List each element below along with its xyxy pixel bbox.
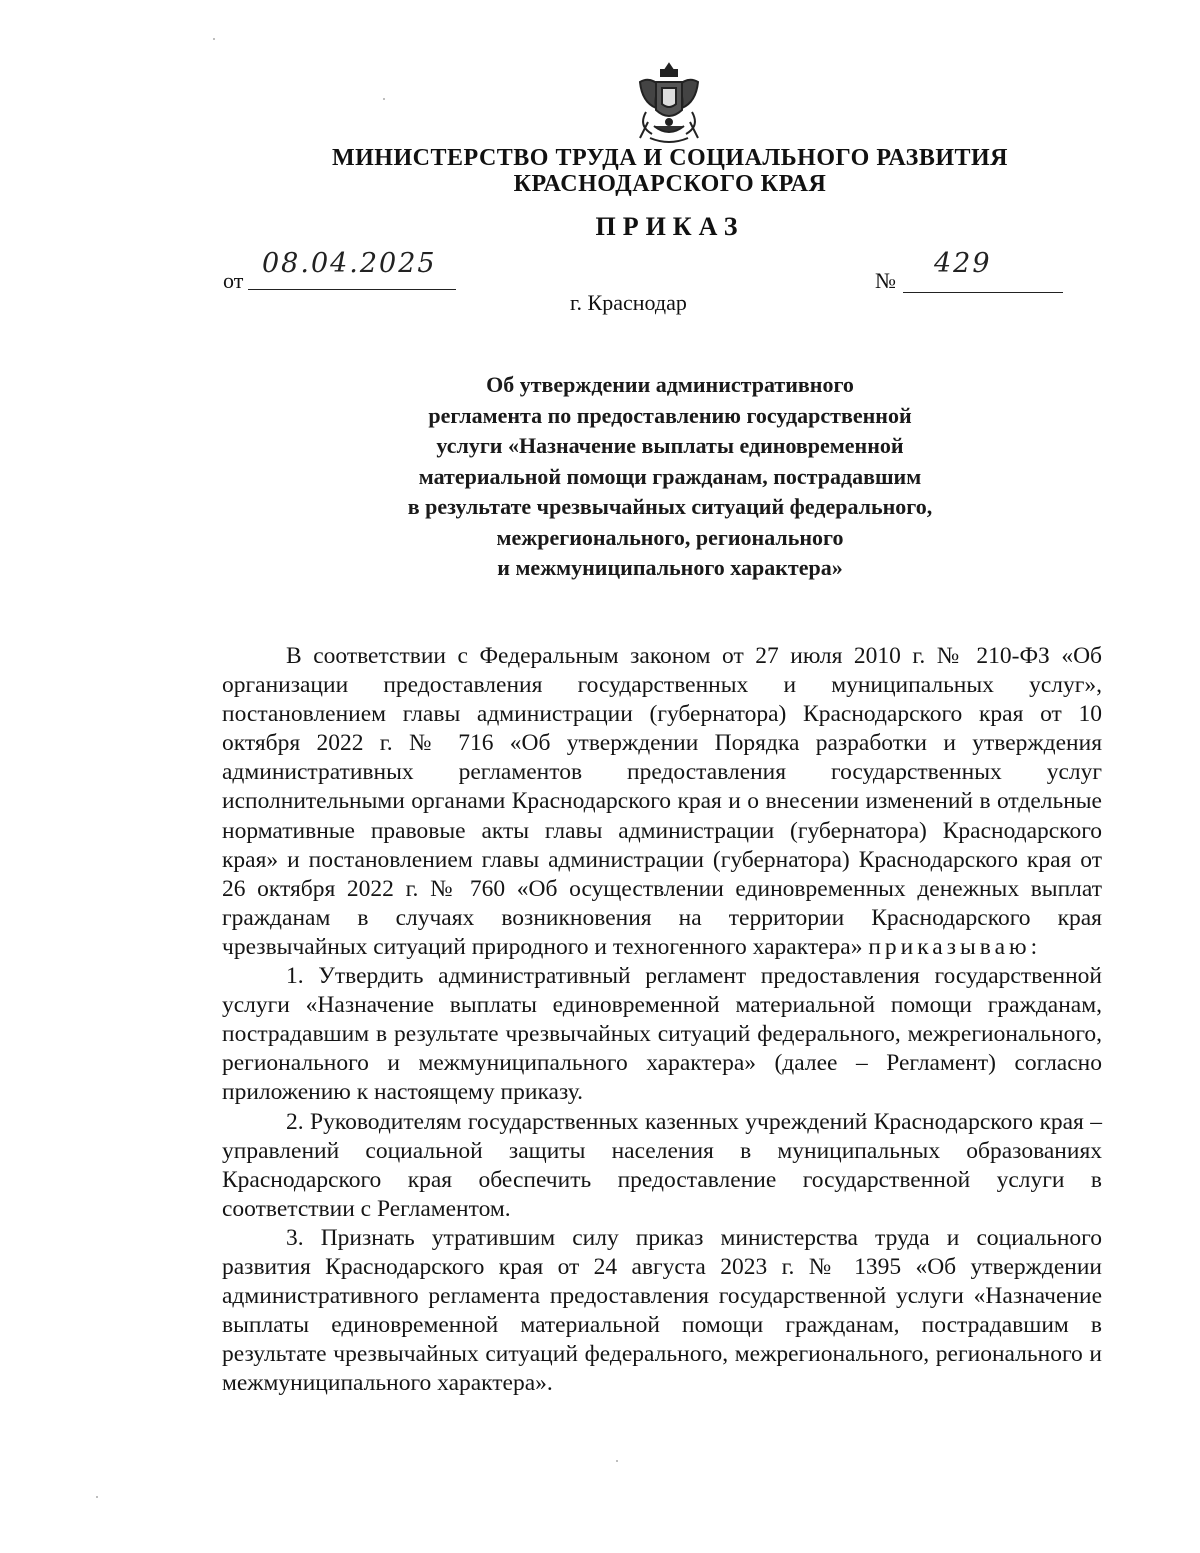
number-underline — [903, 292, 1063, 293]
order-subject — [300, 370, 1040, 584]
scan-speck — [616, 1460, 618, 1462]
date-underline — [248, 289, 456, 290]
subject-line: и межмуниципального характера» — [497, 555, 843, 580]
scan-speck — [96, 1496, 98, 1498]
coat-of-arms-icon — [628, 60, 710, 146]
subject-line: услуги «Назначение выплаты единовременной — [436, 433, 904, 458]
clause-1: 1. Утвердить административный регламент предоставления государственной услуги «Назначение выплаты единовременной материальной помощи гражданам, пострадавшим в результате чрезвычайных ситуаций федерального, межрегионального, регионального и межмуниципального характера» (далее – Регламент) согласно приложению к настоящему приказу. — [222, 963, 1102, 1106]
clause-2: 2. Руководителям государственных казенных учреждений Краснодарского края – управлений социальной защиты населения в муниципальных образованиях Краснодарского края обеспечить предоставление государственной услуги в соответствии с Регламентом. — [222, 1108, 1102, 1222]
order-date: 08.04.2025 — [262, 248, 437, 279]
order-body — [222, 642, 1102, 1398]
number-label: № — [875, 268, 896, 293]
city: г. Краснодар — [570, 290, 687, 315]
clause-3: 3. Признать утратившим силу приказ министерства труда и социального развития Краснодарского края от 24 августа 2023 г. № 1395 «Об утверждении административного регламента предоставления государственной услуги «Назначение выплаты единовременной материальной помощи гражданам, пострадавшим в результате чрезвычайных ситуаций федерального, межрегионального, регионального и межмуниципального характера». — [222, 1224, 1102, 1397]
subject-line: в результате чрезвычайных ситуаций федерального, — [407, 494, 933, 519]
subject-line: материальной помощи гражданам, пострадавшим — [418, 463, 922, 489]
order-title: ПРИКАЗ — [595, 212, 745, 241]
ministry-name-line2: КРАСНОДАРСКОГО КРАЯ — [513, 171, 827, 197]
order-number: 429 — [934, 248, 992, 279]
ministry-name-line1: МИНИСТЕРСТВО ТРУДА И СОЦИАЛЬНОГО РАЗВИТИЯ — [331, 145, 1008, 171]
subject-line: Об утверждении административного — [486, 372, 854, 397]
subject-line: регламента по предоставлению государственной — [428, 402, 912, 428]
scan-speck — [213, 38, 215, 40]
subject-line: межрегионального, регионального — [496, 524, 844, 550]
scan-speck — [383, 98, 385, 100]
date-label: от — [223, 268, 244, 293]
preamble-paragraph — [222, 642, 1102, 962]
preamble-text: В соответствии с Федеральным законом от 27 июля 2010 г. № 210-ФЗ «Об организации предоставления государственных и муниципальных услуг», постановлением главы администрации (губернатора) Краснодарского края от 10 октября 2022 г. № 716 «Об утверждении Порядка разработки и утверждения административных регламентов предоставления государственных услуг исполнительными органами Краснодарского края и о внесении изменений в отдельные нормативные правовые акты главы администрации (губернатора) Краснодарского края» и постановлением главы администрации (губернатора) Краснодарского края от 26 октября 2022 г. № 760 «Об осуществлении единовременных денежных выплат гражданам в случаях возникновения на территории Краснодарского края чрезвычайных ситуаций природного и техногенного характера» — [222, 643, 1102, 960]
command-word: приказываю: — [868, 933, 1042, 960]
